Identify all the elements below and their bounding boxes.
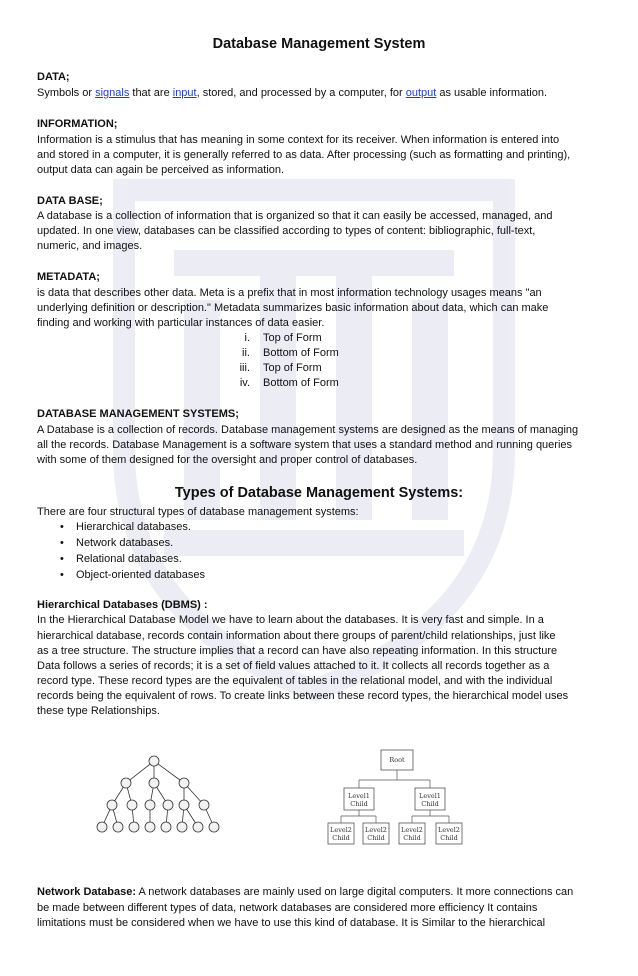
child-label: Child bbox=[367, 834, 385, 842]
level2-label: Level2 bbox=[365, 826, 387, 834]
list-number: iv. bbox=[239, 377, 250, 389]
tree-node bbox=[179, 800, 189, 810]
database-line: numeric, and images. bbox=[37, 240, 143, 252]
hierarchical-heading: Hierarchical Databases (DBMS) : bbox=[37, 599, 208, 611]
network-line: be made between different types of data, network databases are considered more efficiency It contains bbox=[37, 902, 538, 914]
dbms-line: with some of them designed for the oversight and proper control of databases. bbox=[37, 454, 418, 466]
dbms-heading: DATABASE MANAGEMENT SYSTEMS; bbox=[37, 408, 239, 420]
tree-node bbox=[163, 800, 173, 810]
list-item: Bottom of Form bbox=[263, 377, 339, 389]
tree-node bbox=[149, 756, 159, 766]
dbms-line: A Database is a collection of records. Database management systems are designed as the means of managing bbox=[37, 424, 579, 436]
hierarchical-line: hierarchical database, records contain information about there groups of parent/child relationships, just like bbox=[37, 630, 556, 642]
list-item: Bottom of Form bbox=[263, 347, 339, 359]
data-heading: DATA; bbox=[37, 71, 70, 83]
tree-node bbox=[107, 800, 117, 810]
list-number: ii. bbox=[242, 347, 250, 359]
child-label: Child bbox=[350, 800, 368, 808]
tree-circles-diagram bbox=[92, 755, 232, 845]
tree-node bbox=[199, 800, 209, 810]
document-page: Database Management System DATA; Symbols or signals that are input, stored, and processed by a computer, for output as usable information. INFORMATION; Information is a stimulus that has meaning in some context for its receiver. When information is entered into and stored in a computer, it is generally referred to as data. After processing (such as formatting and printing), output data can again be perceived as information. DATA BASE; A database is a collection of information that is organized so that it can easily be accessed, managed, and updated. In one view, databases can be classified according to types of content: bibliographic, full-text, numeric, and images. METADATA; is data that describes other data. Meta is a prefix that in most information technology usages means "an underlying definition or description." Metadata summarizes basic information about data, which can make finding and working with particular instances of data easier. i. Top of Form ii. Bottom of Form iii. Top of Form iv. Bottom of Form DATABASE MANAGEMENT SYSTEMS; A Database is a collection of records. Database management systems are designed as the means of managing all the records. Database Management is a software system that uses a standard method and running queries with some of them designed for the oversight and proper control of databases. Types of Database Management Systems: There are four structural types of database management systems: • Hierarchical databases. • Network databases. • Relational databases. • Object-oriented databases Hierarchical Databases (DBMS) : In the Hierarchical Database Model we have to learn about the databases. It is very fast and simple. In a hierarchical database, records contain information about there groups of parent/child relationships, just like as a tree structure. The structure implies that a record can have also repeating information. In this structure Data follows a series of records; it is a set of field values attached to it. It collects all records together as a record type. These record types are the equivalent of tables in the relational model, and with the individual records being the equivalent of rows. To create links between these record types, the hierarchical model uses these type Relationships. Root Level1 Child Level1 Child Level2 Child Level2 Child Level2 Child Level2 Child Network Database: A network databases are mainly used on large digital computers. It more connections can be made between different types of data, network databases are considered more efficiency It contains limitations must be considered when we have to use this kind of database. It is Similar to the hierarchical bbox=[0, 0, 638, 976]
tree-node bbox=[129, 822, 139, 832]
tree-node bbox=[113, 822, 123, 832]
information-line: Information is a stimulus that has meaning in some context for its receiver. When information is entered into bbox=[37, 134, 560, 146]
child-label: Child bbox=[440, 834, 458, 842]
tree-node bbox=[179, 778, 189, 788]
data-paragraph: Symbols or signals that are input, stored, and processed by a computer, for output as usable information. bbox=[37, 87, 547, 99]
metadata-line: is data that describes other data. Meta is a prefix that in most information technology usages means "an bbox=[37, 287, 542, 299]
hierarchical-line: these type Relationships. bbox=[37, 705, 160, 717]
network-line: limitations must be considered when we have to use this kind of database. It is Similar to the hierarchical bbox=[37, 917, 546, 929]
information-heading: INFORMATION; bbox=[37, 118, 118, 130]
hierarchical-line: Data follows a series of records; it is a set of field values attached to it. It collects all records together as a bbox=[37, 660, 550, 672]
tree-node bbox=[161, 822, 171, 832]
tree-node bbox=[97, 822, 107, 832]
signals-link[interactable]: signals bbox=[95, 87, 130, 99]
metadata-line: finding and working with particular instances of data easier. bbox=[37, 317, 325, 329]
hierarchical-line: In the Hierarchical Database Model we have to learn about the databases. It is very fast and simple. In a bbox=[37, 614, 544, 626]
page-title: Database Management System bbox=[212, 36, 426, 52]
tree-node bbox=[145, 800, 155, 810]
level2-label: Level2 bbox=[401, 826, 423, 834]
information-line: output data can again be perceived as information. bbox=[37, 164, 285, 176]
level2-label: Level2 bbox=[438, 826, 460, 834]
tree-node bbox=[209, 822, 219, 832]
root-label: Root bbox=[389, 756, 405, 764]
tree-node bbox=[149, 778, 159, 788]
child-label: Child bbox=[403, 834, 421, 842]
information-line: and stored in a computer, it is generally referred to as data. After processing (such as formatting and printing), bbox=[37, 149, 571, 161]
database-line: A database is a collection of information that is organized so that it can easily be accessed, managed, and bbox=[37, 210, 553, 222]
tree-node bbox=[145, 822, 155, 832]
types-intro: There are four structural types of database management systems: bbox=[37, 506, 359, 518]
list-item: Top of Form bbox=[263, 332, 322, 344]
output-link[interactable]: output bbox=[405, 87, 437, 99]
hierarchical-line: as a tree structure. The structure implies that a record can have also repeating information. In this structure bbox=[37, 645, 558, 657]
tree-node bbox=[177, 822, 187, 832]
child-label: Child bbox=[421, 800, 439, 808]
network-paragraph: Network Database: A network databases are mainly used on large digital computers. It more connections can bbox=[37, 886, 574, 898]
input-link[interactable]: input bbox=[172, 87, 197, 99]
metadata-heading: METADATA; bbox=[37, 271, 100, 283]
database-line: updated. In one view, databases can be classified according to types of content: bibliographic, full-text, bbox=[37, 225, 536, 237]
tree-node bbox=[193, 822, 203, 832]
types-heading: Types of Database Management Systems: bbox=[174, 485, 464, 501]
tree-node bbox=[127, 800, 137, 810]
dbms-line: all the records. Database Management is a software system that uses a standard method and running queries bbox=[37, 439, 573, 451]
database-heading: DATA BASE; bbox=[37, 195, 103, 207]
hierarchical-line: records being the equivalent of rows. To create links between these record types, the hierarchical model uses bbox=[37, 690, 569, 702]
hierarchy-box-diagram bbox=[326, 748, 476, 846]
network-heading: Network Database: bbox=[37, 886, 137, 898]
level1-label: Level1 bbox=[348, 792, 370, 800]
hierarchical-line: record type. These record types are the equivalent of tables in the relational model, and with the individual bbox=[37, 675, 553, 687]
list-number: iii. bbox=[239, 362, 250, 374]
list-item: Top of Form bbox=[263, 362, 322, 374]
level2-label: Level2 bbox=[330, 826, 352, 834]
metadata-line: underlying definition or description." Metadata summarizes basic information about data, which can make bbox=[37, 302, 549, 314]
tree-node bbox=[121, 778, 131, 788]
list-number: i. bbox=[244, 332, 250, 344]
level1-label: Level1 bbox=[419, 792, 441, 800]
child-label: Child bbox=[332, 834, 350, 842]
